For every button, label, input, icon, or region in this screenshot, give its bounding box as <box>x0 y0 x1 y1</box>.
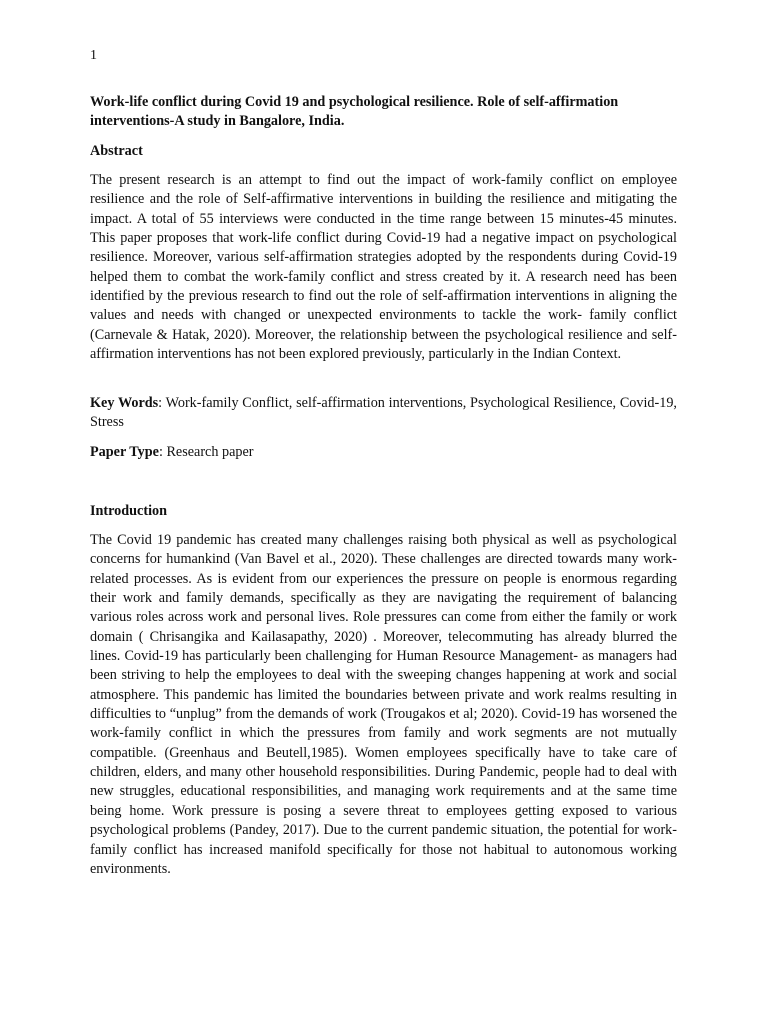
page-number: 1 <box>90 48 97 63</box>
paper-type-value: : Research paper <box>158 444 254 460</box>
introduction-body: The Covid 19 pandemic has created many challenges raising both physical as well as psychological concerns for humankind (Van Bavel et al., 2020). These challenges are directed towards many work-related processes. As is evident from our experiences the pressure on people is enormous regarding their work and family demands, specifically as they are navigating the requirement of balancing various roles across work and personal lives. Role pressures can come from either the family or work domain ( Chrisangika and Kailasapathy, 2020) . Moreover, telecommuting has already blurred the lines. Covid-19 has particularly been challenging for Human Resource Management- as managers had been striving to help the employees to deal with the sweeping changes happening at work and social atmosphere. This pandemic has limited the boundaries between private and work realms resulting in difficulties to “unplug” from the demands of work (Trougakos et al; 2020). Covid-19 has worsened the work-family conflict in which the pressures from family and work segments are not mutually compatible. (Greenhaus and Beutell,1985). Women employees specifically have to take care of children, elders, and many other household responsibilities. During Pandemic, people had to deal with new struggles, educational responsibilities, and managing work requirements and at the same time being home. Work pressure is posing a severe threat to employees getting exposed to various psychological problems (Pandey, 2017). Due to the current pandemic situation, the potential for work-family conflict has increased manifold specifically for those not habitual to autonomous working environments. <box>90 532 677 877</box>
abstract-body: The present research is an attempt to find out the impact of work-family conflict on employee resilience and the role of Self-affirmative interventions in building the resilience and mitigating the impact. A total of 55 interviews were conducted in the time range between 15 minutes-45 minutes. This paper proposes that work-life conflict during Covid-19 had a negative impact on psychological resilience. Moreover, various self-affirmation strategies adopted by the respondents during Covid-19 helped them to combat the work-family conflict and stress created by it. A research need has been identified by the previous research to find out the role of self-affirmation interventions in aligning the values and needs with changed or unexpected environments to tackle the work- family conflict (Carnevale & Hatak, 2020). Moreover, the relationship between the psychological resilience and self-affirmation interventions has not been explored previously, particularly in the Indian Context. <box>90 172 677 363</box>
paper-type-line <box>90 443 677 462</box>
keywords-label: Key Words <box>90 395 159 411</box>
abstract-heading: Abstract <box>90 143 143 159</box>
introduction-heading: Introduction <box>90 503 167 519</box>
keywords-line <box>90 394 677 433</box>
paper-title: Work-life conflict during Covid 19 and psychological resilience. Role of self-affirmation interventions-A study in Bangalore, India. <box>90 94 619 130</box>
paper-type-label: Paper Type <box>90 444 159 460</box>
keywords-value: : Work-family Conflict, self-affirmation interventions, Psychological Resilience, Covid-19, Stress <box>90 395 677 431</box>
